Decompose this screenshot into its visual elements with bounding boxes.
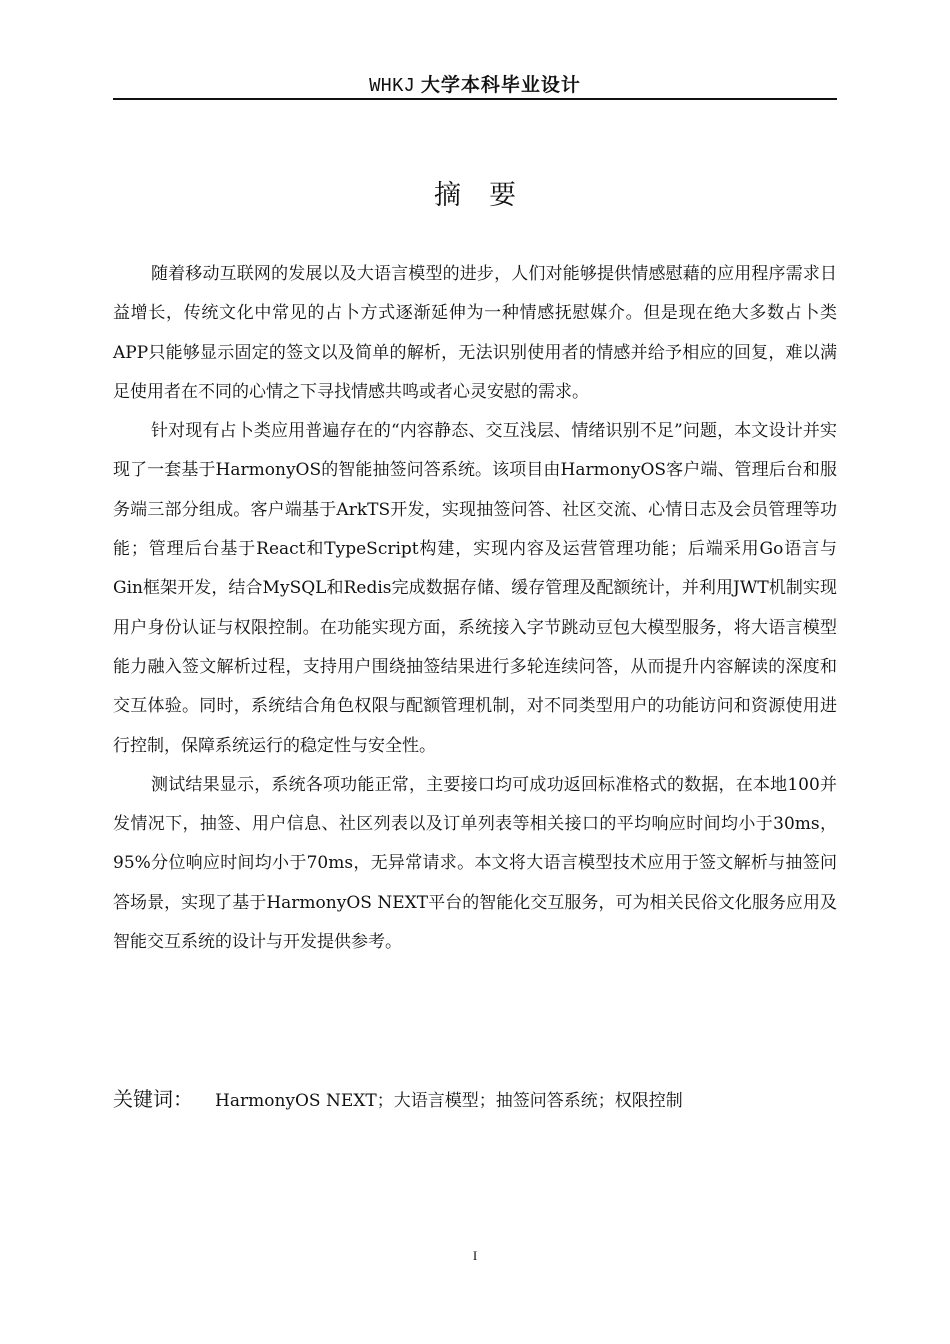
keywords-label: 关键词： [113, 1087, 193, 1111]
abstract-body [113, 255, 837, 962]
header-thesis-label: 大学本科毕业设计 [420, 74, 581, 96]
abstract-paragraph-3: 测试结果显示，系统各项功能正常，主要接口均可成功返回标准格式的数据，在本地100并发情况下，抽签、用户信息、社区列表以及订单列表等相关接口的平均响应时间均小于30ms，95%分位响应时间均小于70ms，无异常请求。本文将大语言模型技术应用于签文解析与抽签问答场景，实现了基于HarmonyOS NEXT平台的智能化交互服务，可为相关民俗文化服务应用及智能交互系统的设计与开发提供参考。 [113, 774, 837, 953]
keywords-value: HarmonyOS NEXT；大语言模型；抽签问答系统；权限控制 [215, 1091, 683, 1111]
abstract-paragraph-1: 随着移动互联网的发展以及大语言模型的进步，人们对能够提供情感慰藉的应用程序需求日益增长，传统文化中常见的占卜方式逐渐延伸为一种情感抚慰媒介。但是现在绝大多数占卜类APP只能够显示固定的签文以及简单的解析，无法识别使用者的情感并给予相应的回复，难以满足使用者在不同的心情之下寻找情感共鸣或者心灵安慰的需求。 [113, 264, 837, 402]
page-header [113, 72, 837, 99]
page-number: I [472, 1248, 478, 1263]
header-divider [113, 98, 837, 100]
keywords-line [113, 1081, 837, 1119]
abstract-title: 摘要 [434, 180, 544, 211]
abstract-paragraph-2: 针对现有占卜类应用普遍存在的“内容静态、交互浅层、情绪识别不足”问题，本文设计并实现了一套基于HarmonyOS的智能抽签问答系统。该项目由HarmonyOS客户端、管理后台和服务端三部分组成。客户端基于ArkTS开发，实现抽签问答、社区交流、心情日志及会员管理等功能；管理后台基于React和TypeScript构建，实现内容及运营管理功能；后端采用Go语言与Gin框架开发，结合MySQL和Redis完成数据存储、缓存管理及配额统计，并利用JWT机制实现用户身份认证与权限控制。在功能实现方面，系统接入字节跳动豆包大模型服务，将大语言模型能力融入签文解析过程，支持用户围绕抽签结果进行多轮连续问答，从而提升内容解读的深度和交互体验。同时，系统结合角色权限与配额管理机制，对不同类型用户的功能访问和资源使用进行控制，保障系统运行的稳定性与安全性。 [113, 421, 837, 756]
header-school-abbrev: WHKJ [369, 75, 415, 97]
